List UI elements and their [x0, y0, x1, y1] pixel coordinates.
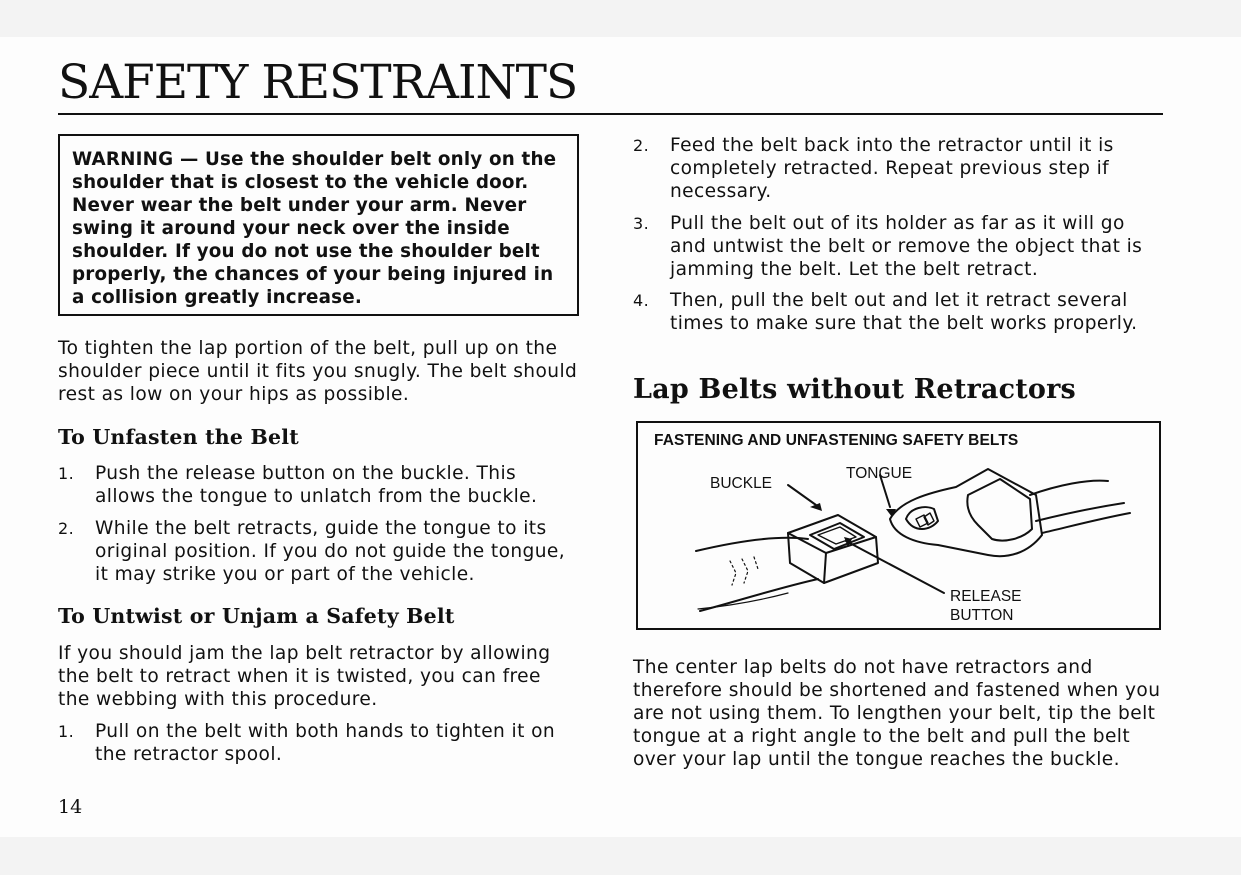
step-text: While the belt retracts, guide the tongue to its original position. If you do not guide the tongue, it may strike you or part of the vehicle.: [95, 518, 566, 585]
step-number: 1.: [58, 722, 75, 741]
buckle-label: BUCKLE: [710, 475, 773, 492]
retractor-step-3: [633, 212, 1163, 281]
retractor-step-2: [633, 134, 1163, 203]
step-text: Pull on the belt with both hands to tighten it on the retractor spool.: [95, 721, 556, 765]
tongue-slot-square-2: [924, 513, 934, 525]
step-number: 2.: [58, 519, 75, 538]
belt-webbing-right: [1030, 481, 1130, 533]
step-text: Push the release button on the buckle. This allows the tongue to unlatch from the buckle.: [95, 463, 538, 507]
tongue-label: TONGUE: [846, 465, 913, 482]
untwist-heading: To Untwist or Unjam a Safety Belt: [58, 604, 455, 628]
warning-box: WARNING — Use the shoulder belt only on the shoulder that is closest to the vehicle door. Never wear the belt under your arm. Never swing it around your neck over the inside shoulder. If you do not use the shoulder belt properly, the chances of your being injured in a collision greatly increase.: [58, 134, 579, 316]
buckle-side: [824, 553, 826, 583]
retractor-step-4: [633, 289, 1163, 358]
belt-webbing-left-edge: [698, 593, 788, 609]
figure-caption: FASTENING AND UNFASTENING SAFETY BELTS: [654, 432, 1019, 449]
page-number: 14: [58, 796, 83, 818]
center-lap-paragraph: The center lap belts do not have retractors and therefore should be shortened and fastened when you are not using them. To lengthen your belt, tip the belt tongue at a right angle to the belt and pull the belt over your lap until the tongue reaches the buckle.: [633, 657, 1161, 770]
release-arrow: [846, 541, 944, 593]
buckle-illustration: [638, 423, 1159, 628]
page-title: SAFETY RESTRAINTS: [58, 55, 578, 110]
belt-diagram: [636, 421, 1161, 630]
release-label-line2: BUTTON: [950, 607, 1014, 624]
unfasten-step-1: [58, 462, 578, 508]
step-number: 3.: [633, 214, 650, 233]
tongue-plate: [890, 469, 1042, 556]
untwist-step-1: [58, 720, 588, 766]
buckle-arrow: [788, 485, 816, 505]
untwist-paragraph: If you should jam the lap belt retractor by allowing the belt to retract when it is twisted, you can free the webbing with this procedure.: [58, 643, 551, 710]
tighten-paragraph: To tighten the lap portion of the belt, pull up on the shoulder piece until it fits you snugly. The belt should rest as low on your hips as possible.: [58, 338, 578, 405]
belt-stitching: [730, 557, 758, 585]
step-text: Feed the belt back into the retractor until it is completely retracted. Repeat previous step if necessary.: [670, 135, 1114, 202]
lap-belts-heading: Lap Belts without Retractors: [633, 374, 1076, 405]
step-number: 4.: [633, 291, 650, 310]
step-number: 1.: [58, 464, 75, 483]
step-text: Pull the belt out of its holder as far as it will go and untwist the belt or remove the object that is jamming the belt. Let the belt retract.: [670, 213, 1143, 280]
unfasten-step-2: [58, 517, 578, 586]
step-number: 2.: [633, 136, 650, 155]
step-text: Then, pull the belt out and let it retract several times to make sure that the belt works properly.: [670, 290, 1138, 334]
title-rule: [58, 113, 1163, 115]
release-button: [810, 523, 864, 549]
release-label-line1: RELEASE: [950, 588, 1022, 605]
unfasten-heading: To Unfasten the Belt: [58, 425, 299, 449]
